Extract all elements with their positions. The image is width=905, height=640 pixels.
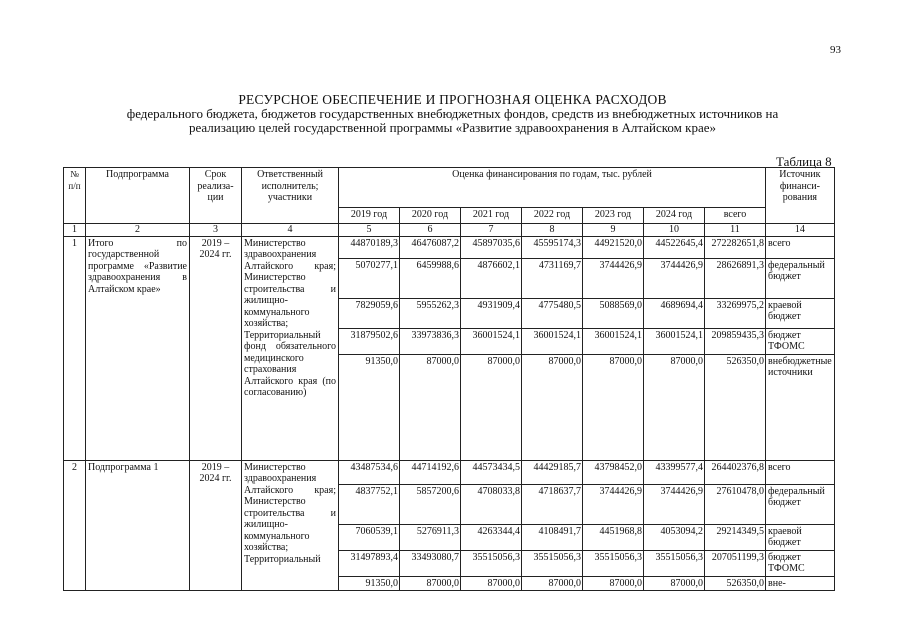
- year-value: 36001524,1: [522, 328, 583, 354]
- year-value: 36001524,1: [644, 328, 705, 354]
- year-value: 33973836,3: [400, 328, 461, 354]
- column-number: 1: [64, 224, 86, 237]
- year-value: 44714192,6: [400, 460, 461, 484]
- total-value: 272282651,8: [705, 236, 766, 258]
- year-value: 5070277,1: [339, 258, 400, 298]
- year-value: 7060539,1: [339, 524, 400, 550]
- year-value: 4708033,8: [461, 484, 522, 524]
- table-row: [64, 460, 835, 484]
- year-value: 43798452,0: [583, 460, 644, 484]
- year-value: 5857200,6: [400, 484, 461, 524]
- table-label: Таблица 8: [776, 154, 832, 169]
- header-financing: Оценка финансирования по годам, тыс. рублей: [339, 168, 766, 208]
- year-value: 5088569,0: [583, 298, 644, 328]
- total-value: 207051199,3: [705, 550, 766, 576]
- year-value: 87000,0: [400, 354, 461, 460]
- header-year: 2024 год: [644, 208, 705, 224]
- year-value: 3744426,9: [644, 258, 705, 298]
- header-year: 2022 год: [522, 208, 583, 224]
- year-value: 87000,0: [522, 354, 583, 460]
- year-value: 31879502,6: [339, 328, 400, 354]
- year-value: 87000,0: [583, 354, 644, 460]
- subtitle-line-2: реализацию целей государственной программы «Развитие здравоохранения в Алтайском крае»: [188, 120, 716, 135]
- year-value: 87000,0: [644, 354, 705, 460]
- subtitle-line-1: федерального бюджета, бюджетов государственных внебюджетных фондов, средств из внебюджетных источников на: [126, 106, 779, 121]
- header-term: Срок реализа-ции: [190, 168, 242, 224]
- column-number: 4: [242, 224, 339, 237]
- year-value: 4108491,7: [522, 524, 583, 550]
- year-value: 4053094,2: [644, 524, 705, 550]
- year-value: 31497893,4: [339, 550, 400, 576]
- funding-source: внебюджетные источники: [766, 354, 835, 460]
- header-num: № п/п: [64, 168, 86, 224]
- row-number: 2: [64, 460, 86, 591]
- year-value: 3744426,9: [583, 484, 644, 524]
- year-value: 33493080,7: [400, 550, 461, 576]
- year-value: 87000,0: [461, 576, 522, 591]
- funding-source: федеральный бюджет: [766, 484, 835, 524]
- year-value: 91350,0: [339, 354, 400, 460]
- year-value: 6459988,6: [400, 258, 461, 298]
- header-year: 2023 год: [583, 208, 644, 224]
- subprogram-name: Итого по государственной программе «Развитие здравоохранения в Алтайском крае»: [86, 236, 190, 460]
- funding-source: краевой бюджет: [766, 524, 835, 550]
- year-value: 4775480,5: [522, 298, 583, 328]
- column-number: 2: [86, 224, 190, 237]
- total-value: 264402376,8: [705, 460, 766, 484]
- year-value: 4731169,7: [522, 258, 583, 298]
- year-value: 36001524,1: [583, 328, 644, 354]
- responsible-executor: Министерство здравоохранения Алтайского края; Министерство строительства и жилищно-коммунального хозяйства; Территориальный: [242, 460, 339, 591]
- year-value: 5955262,3: [400, 298, 461, 328]
- year-value: 7829059,6: [339, 298, 400, 328]
- funding-source: всего: [766, 236, 835, 258]
- funding-source: краевой бюджет: [766, 298, 835, 328]
- year-value: 4718637,7: [522, 484, 583, 524]
- year-value: 44573434,5: [461, 460, 522, 484]
- year-value: 46476087,2: [400, 236, 461, 258]
- year-value: 87000,0: [583, 576, 644, 591]
- header-executor: Ответственный исполнитель; участники: [242, 168, 339, 224]
- column-number: 10: [644, 224, 705, 237]
- implementation-term: 2019 – 2024 гг.: [190, 236, 242, 460]
- total-value: 526350,0: [705, 576, 766, 591]
- column-number: 6: [400, 224, 461, 237]
- funding-source: федеральный бюджет: [766, 258, 835, 298]
- column-number: 8: [522, 224, 583, 237]
- total-value: 28626891,3: [705, 258, 766, 298]
- funding-source: всего: [766, 460, 835, 484]
- year-value: 35515056,3: [461, 550, 522, 576]
- year-value: 44870189,3: [339, 236, 400, 258]
- year-value: 3744426,9: [644, 484, 705, 524]
- year-value: 44522645,4: [644, 236, 705, 258]
- year-value: 35515056,3: [644, 550, 705, 576]
- total-value: 526350,0: [705, 354, 766, 460]
- header-year: 2019 год: [339, 208, 400, 224]
- year-value: 35515056,3: [522, 550, 583, 576]
- total-value: 27610478,0: [705, 484, 766, 524]
- table-row: [64, 236, 835, 258]
- year-value: 4263344,4: [461, 524, 522, 550]
- year-value: 3744426,9: [583, 258, 644, 298]
- document-title: РЕСУРСНОЕ ОБЕСПЕЧЕНИЕ И ПРОГНОЗНАЯ ОЦЕНКА РАСХОДОВ: [238, 92, 667, 107]
- header-total: всего: [705, 208, 766, 224]
- column-number: 3: [190, 224, 242, 237]
- total-value: 209859435,3: [705, 328, 766, 354]
- year-value: 43487534,6: [339, 460, 400, 484]
- year-value: 87000,0: [522, 576, 583, 591]
- total-value: 33269975,2: [705, 298, 766, 328]
- year-value: 4837752,1: [339, 484, 400, 524]
- column-number: 11: [705, 224, 766, 237]
- column-number: 7: [461, 224, 522, 237]
- year-value: 45897035,6: [461, 236, 522, 258]
- year-value: 4876602,1: [461, 258, 522, 298]
- header-source: Источник финанси-рования: [766, 168, 835, 224]
- year-value: 45595174,3: [522, 236, 583, 258]
- column-number: 5: [339, 224, 400, 237]
- year-value: 44429185,7: [522, 460, 583, 484]
- responsible-executor: Министерство здравоохранения Алтайского края; Министерство строительства и жилищно-коммунального хозяйства; Территориальный фонд обязательного медицинского страхования Алтайского края (по согласованию): [242, 236, 339, 460]
- total-value: 29214349,5: [705, 524, 766, 550]
- column-number: 9: [583, 224, 644, 237]
- funding-source: вне-: [766, 576, 835, 591]
- subprogram-name: Подпрограмма 1: [86, 460, 190, 591]
- year-value: 4689694,4: [644, 298, 705, 328]
- header-year: 2020 год: [400, 208, 461, 224]
- year-value: 36001524,1: [461, 328, 522, 354]
- year-value: 5276911,3: [400, 524, 461, 550]
- year-value: 43399577,4: [644, 460, 705, 484]
- year-value: 87000,0: [644, 576, 705, 591]
- row-number: 1: [64, 236, 86, 460]
- column-number: 14: [766, 224, 835, 237]
- year-value: 4931909,4: [461, 298, 522, 328]
- financing-table: [63, 167, 835, 591]
- funding-source: бюджет ТФОМС: [766, 328, 835, 354]
- funding-source: бюджет ТФОМС: [766, 550, 835, 576]
- year-value: 91350,0: [339, 576, 400, 591]
- year-value: 87000,0: [461, 354, 522, 460]
- header-year: 2021 год: [461, 208, 522, 224]
- year-value: 4451968,8: [583, 524, 644, 550]
- year-value: 44921520,0: [583, 236, 644, 258]
- implementation-term: 2019 – 2024 гг.: [190, 460, 242, 591]
- year-value: 35515056,3: [583, 550, 644, 576]
- page-number: 93: [830, 44, 841, 56]
- header-subprogram: Подпрограмма: [86, 168, 190, 224]
- year-value: 87000,0: [400, 576, 461, 591]
